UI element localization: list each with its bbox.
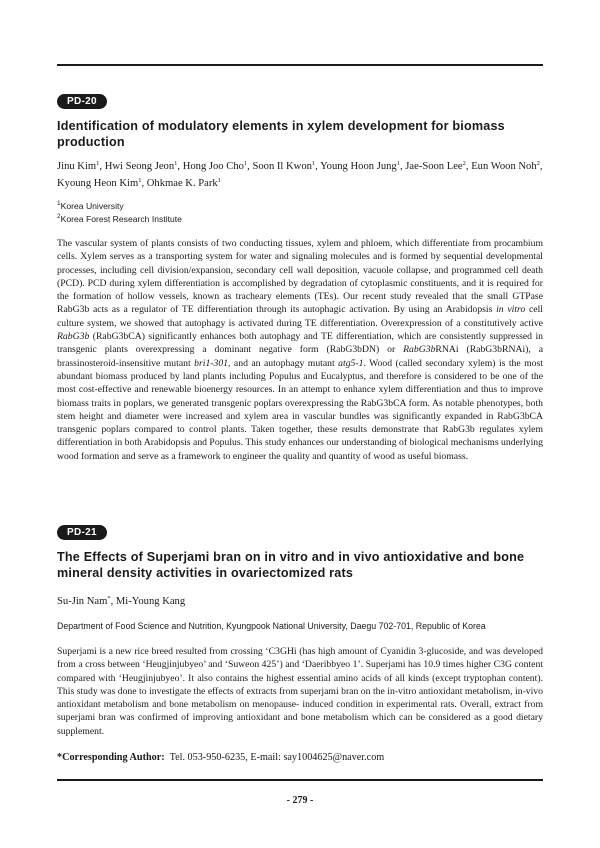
author-affiliation-mark: 1	[174, 160, 178, 167]
author-affiliation-mark: *	[107, 595, 111, 602]
author-name: Jae-Soon Lee	[405, 161, 463, 172]
italic-term: atg5-1	[338, 357, 364, 369]
author-affiliation-mark: 1	[96, 160, 100, 167]
bottom-rule	[57, 779, 543, 781]
abstract-text: . Wood (called secondary xylem) is the most abundant biomass produced by land plants including Populus and Eucalyptus, and therefore is considered to be one of the most cost-effective and renewable bioenergy resources. In an attempt to enhance xylem differentiation and thus to improve biomass traits in poplars, we generated transgenic poplars overexpressing the RabG3bCA form. As notable phenotypes, both stem height and diameter were increased and xylem area in vascular bundles was significantly expanded in RabG3bCA transgenic poplars compared to control plants. Taken together, these results demonstrate that RabG3b regulates xylem differentiation in both Arabidopsis and Populus. This study enhances our understanding of biological mechanisms underlying wood formation and serve as a framework to engineer the quality and quantity of wood as useful biomass.	[57, 357, 543, 462]
author-list: Jinu Kim$^1$, Hwi Seong Jeon$^1$, Hong Joo Cho$^1$, Soon Il Kwon$^1$, Young Hoon Jung$^1$, Jae-Soon Lee$^2$, Eun Woon Noh$^2$, Kyoung Heon Kim$^1$, Ohkmae K. Park$^1$	[57, 160, 543, 189]
abstract-text: , and an autophagy mutant	[228, 357, 339, 369]
author-affiliation-mark: 2	[536, 160, 540, 167]
italic-term: RabG3b	[57, 331, 90, 343]
author	[183, 161, 247, 172]
author-affiliation-mark: 1	[138, 177, 142, 184]
author	[57, 596, 111, 607]
author-name: Hong Joo Cho	[182, 161, 244, 172]
author-name: Kyoung Heon Kim	[57, 178, 139, 189]
abstract-title: Identification of modulatory elements in xylem development for biomass production	[57, 119, 505, 149]
abstract-text: cell culture system, we showed that autophagy is activated during TE differentiation. Overexpression of a constitutively active	[57, 304, 543, 329]
italic-term: bri1-301	[194, 357, 229, 369]
author	[320, 161, 400, 172]
author-affiliation-mark: 1	[217, 177, 221, 184]
author-name: Eun Woon Noh	[471, 161, 537, 172]
author-name: Young Hoon Jung	[320, 161, 397, 172]
author	[471, 161, 540, 172]
author	[252, 161, 315, 172]
abstract-text: The vascular system of plants consists of two conducting tissues, xylem and phloem, which differentiate from procambium cells. Xylem serves as a transporting system for water and signaling molecules and is formed by sequential developmental processes, including cell division/expansion, secondary cell wall deposition, vacuole collapse, and programmed cell death (PCD). PCD during xylem differentiation is accomplished by degradation of cytoplasmic constituents, and it is required for the formation of hollow vessels, known as tracheary elements (TEs). Our recent study revealed that the small GTPase RabG3b acts as a regulator of TE differentiation through its autophagic activation. By using an Arabidopsis	[57, 238, 543, 316]
author-name: Ohkmae K. Park	[146, 178, 218, 189]
abstract-text: RNAi (RabG3bRNAi), a brassinosteroid-insensitive mutant	[57, 344, 543, 369]
affiliation-name: Korea Forest Research Institute	[60, 214, 182, 224]
abstract-body	[57, 237, 543, 463]
author	[116, 596, 185, 607]
author-name: Mi-Young Kang	[115, 596, 186, 607]
author-affiliation-mark: 1	[311, 160, 316, 167]
italic-term: in vitro	[496, 304, 526, 316]
affiliation-line	[57, 213, 543, 226]
corresponding-author	[57, 751, 543, 764]
author-list: Su-Jin Nam*, Mi-Young Kang	[57, 595, 186, 607]
abstract-id-badge: PD-20	[57, 94, 107, 109]
affiliation: Department of Food Science and Nutrition, Kyungpook National University, Daegu 702-701, Republic of Korea	[57, 621, 486, 631]
author-name: Soon Il Kwon	[252, 161, 312, 172]
author	[57, 178, 141, 189]
affiliation-list	[57, 200, 543, 226]
affiliation-line	[57, 200, 543, 213]
affiliation-mark: 2	[57, 213, 61, 220]
page-number: - 279 -	[286, 795, 314, 806]
italic-term: RabG3b	[403, 344, 436, 356]
corresponding-label: *Corresponding Author:	[57, 752, 165, 763]
author-affiliation-mark: 1	[243, 160, 248, 167]
author-name: Su-Jin Nam	[57, 596, 108, 607]
author	[147, 178, 221, 189]
author-name: Jinu Kim	[57, 161, 97, 172]
author-name: Hwi Seong Jeon	[104, 161, 175, 172]
top-rule	[57, 64, 543, 66]
author	[57, 161, 99, 172]
abstract-body: Superjami is a new rice breed resulted from crossing ‘C3GHi (has high amount of Cyanidin 3-glucoside, and was developed from a cross between ‘Heugjinjubyeo’ and ‘Suweon 425’) and ‘Daeribbyeo 1’. Superjami has 10.9 times higher C3G content compared with ‘Heugjinjubyeo’. It also contains the highest essential amino acids of all kinds (except tryptophan content). This study was done to investigate the effects of extracts from superjami bran on the in-vitro antioxidant metabolism, in-vivo antioxidant metabolism and bone metabolism on menopause- induced condition in experimental rats. Overall, extract from superjami bran was confirmed of improving antioxidant and bone metabolism which can be considered as a good dietary supplement.	[57, 646, 543, 737]
author	[105, 161, 178, 172]
author	[405, 161, 466, 172]
abstract-id-badge: PD-21	[57, 525, 107, 540]
abstract-title: The Effects of Superjami bran on in vitro and in vivo antioxidative and bone mineral density activities in ovariectomized rats	[57, 550, 525, 580]
author-affiliation-mark: 1	[396, 160, 400, 167]
affiliation-mark: 1	[57, 200, 61, 207]
author-affiliation-mark: 2	[462, 160, 466, 167]
abstract-text: (RabG3bCA) significantly enhances both autophagy and TE differentiation, which are consistently suppressed in transgenic plants overexpressing a dominant negative form (RabG3bDN) or	[57, 331, 543, 356]
affiliation-name: Korea University	[60, 201, 124, 211]
corresponding-contact: Tel. 053-950-6235, E-mail: say1004625@naver.com	[169, 752, 385, 763]
